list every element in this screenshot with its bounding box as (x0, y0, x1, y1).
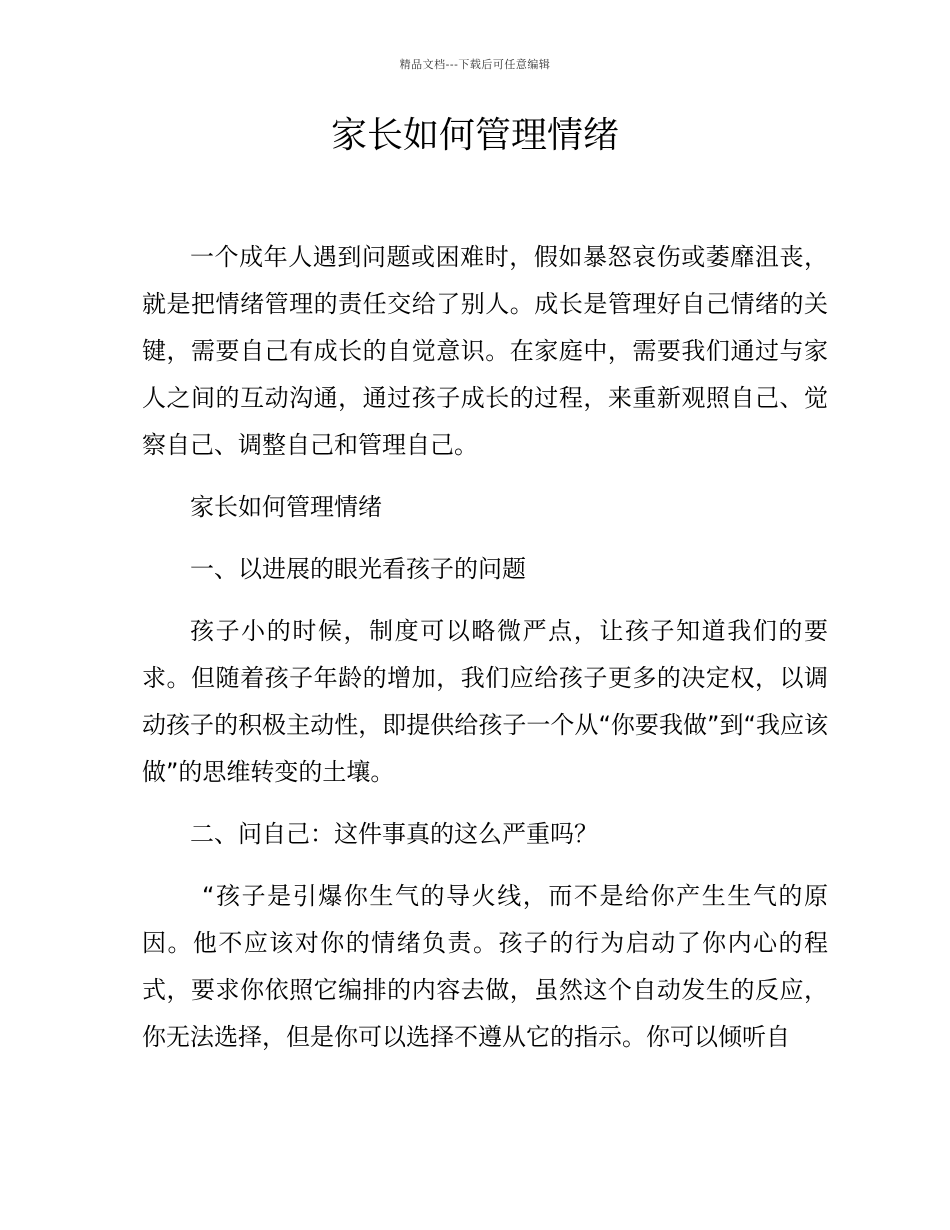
section-heading-2: 二、问自己：这件事真的这么严重吗？ (190, 820, 598, 848)
section-heading-main: 家长如何管理情绪 (190, 493, 382, 521)
document-body (142, 234, 828, 1076)
section-heading-1: 一、以进展的眼光看孩子的问题 (190, 555, 526, 583)
section-1-paragraph: 孩子小的时候，制度可以略微严点，让孩子知道我们的要求。但随着孩子年龄的增加，我们应给孩子更多的决定权，以调动孩子的积极主动性，即提供给孩子一个从“你要我做”到“我应该做”的思维转变的土壤。 (142, 617, 828, 786)
header-note: 精品文档---下载后可任意编辑 (399, 58, 551, 71)
section-2-paragraph: “孩子是引爆你生气的导火线，而不是给你产生生气的原因。他不应该对你的情绪负责。孩子的行为启动了你内心的程式，要求你依照它编排的内容去做，虽然这个自动发生的反应，你无法选择，但是你可以选择不遵从它的指示。你可以倾听自 (142, 882, 828, 1051)
intro-paragraph: 一个成年人遇到问题或困难时，假如暴怒哀伤或萎靡沮丧，就是把情绪管理的责任交给了别人。成长是管理好自己情绪的关键，需要自己有成长的自觉意识。在家庭中，需要我们通过与家人之间的互动沟通，通过孩子成长的过程，来重新观照自己、觉察自己、调整自己和管理自己。 (142, 243, 828, 459)
page-title: 家长如何管理情绪 (330, 115, 619, 156)
